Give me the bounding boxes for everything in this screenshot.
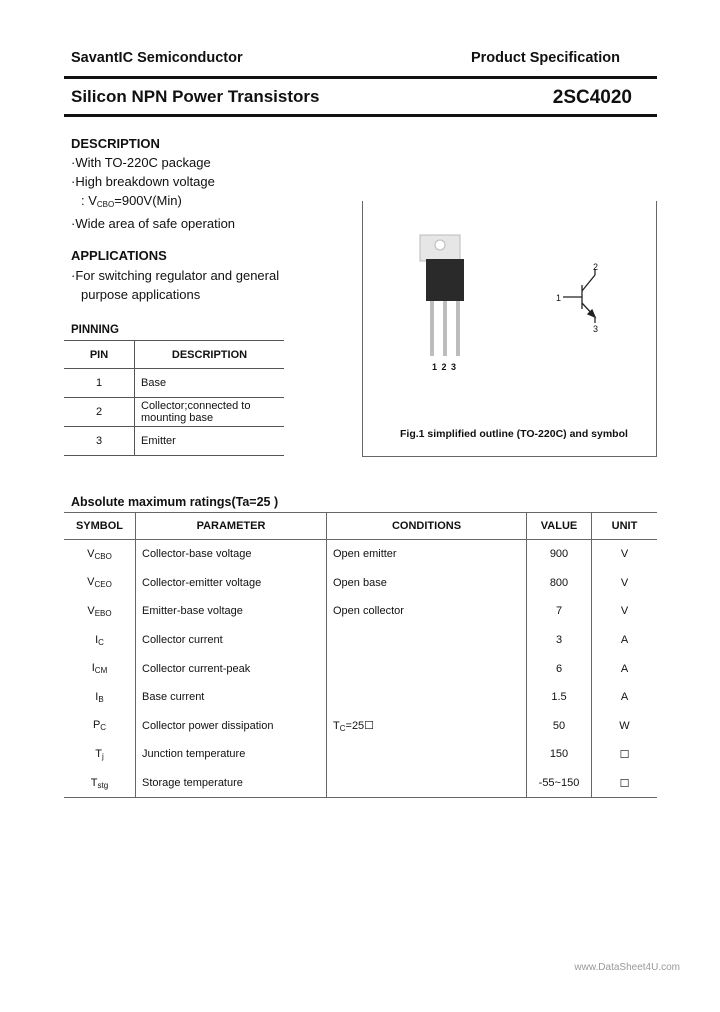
parameter-cell: Base current <box>136 683 327 712</box>
parameter-col-header: PARAMETER <box>136 513 327 540</box>
conditions-cell <box>327 654 527 683</box>
conditions-cell <box>327 683 527 712</box>
table-row <box>64 740 657 769</box>
table-row <box>64 540 657 569</box>
conditions-cell <box>327 740 527 769</box>
symbol-main: T <box>95 747 102 760</box>
symbol-col-header: SYMBOL <box>64 513 136 540</box>
parameter-cell: Storage temperature <box>136 769 327 798</box>
company-name: SavantIC Semiconductor <box>71 50 243 66</box>
pin-desc-line: mounting base <box>141 412 214 424</box>
table-row <box>64 654 657 683</box>
table-row <box>64 427 284 456</box>
symbol-main: T <box>90 776 98 789</box>
cond-main: T <box>333 719 340 732</box>
value-cell: 50 <box>527 712 592 741</box>
package-pin-labels: 1 2 3 <box>432 362 458 372</box>
symbol-sub: j <box>101 751 104 761</box>
parameter-cell: Junction temperature <box>136 740 327 769</box>
symbol-main: V <box>87 576 95 589</box>
conditions-col-header: CONDITIONS <box>327 513 527 540</box>
description-item: ·High breakdown voltage <box>71 174 215 189</box>
package-outline-figure <box>362 225 655 425</box>
parameter-cell: Collector-base voltage <box>136 540 327 569</box>
part-number: 2SC4020 <box>552 87 632 108</box>
unit-cell: V <box>620 605 629 618</box>
symbol-pin1-label: 1 <box>556 293 562 303</box>
doc-type: Product Specification <box>470 50 620 66</box>
desc-col-header: DESCRIPTION <box>135 341 285 369</box>
table-row <box>64 369 284 398</box>
unit-cell: V <box>620 576 629 589</box>
symbol-cell <box>64 540 136 569</box>
symbol-cell <box>64 740 136 769</box>
symbol-sub: B <box>98 694 104 704</box>
header-rule <box>64 76 657 79</box>
description-list <box>71 153 235 233</box>
pinning-heading: PINNING <box>71 324 119 336</box>
table-row <box>64 683 657 712</box>
conditions-cell: Open collector <box>327 597 527 626</box>
parameter-cell: Collector power dissipation <box>136 712 327 741</box>
description-item: ·With TO-220C package <box>71 155 211 170</box>
vcbo-value: =900V(Min) <box>114 193 182 208</box>
conditions-cell <box>327 769 527 798</box>
unit-cell: A <box>620 662 629 675</box>
symbol-sub: CEO <box>94 580 112 590</box>
table-row <box>64 398 284 427</box>
value-cell: -55~150 <box>527 769 592 798</box>
product-family: Silicon NPN Power Transistors <box>71 87 320 106</box>
symbol-main: V <box>87 547 95 560</box>
pin-desc-line: Collector;connected to <box>141 400 251 412</box>
pinning-table <box>64 340 284 456</box>
symbol-sub: CM <box>94 666 108 676</box>
symbol-cell <box>64 569 136 598</box>
watermark: www.DataSheet4U.com <box>574 962 680 973</box>
symbol-sub: EBO <box>94 608 112 618</box>
symbol-sub: C <box>100 723 107 733</box>
symbol-main: I <box>95 633 99 646</box>
applications-heading: APPLICATIONS <box>71 248 167 263</box>
title-rule <box>64 114 657 117</box>
npn-symbol-icon <box>563 269 595 323</box>
table-row <box>64 769 657 798</box>
table-row <box>64 626 657 655</box>
symbol-main: V <box>87 604 95 617</box>
value-cell: 7 <box>527 597 592 626</box>
symbol-cell <box>64 626 136 655</box>
pin-number: 3 <box>64 427 135 456</box>
description-item: ·Wide area of safe operation <box>71 216 236 231</box>
parameter-cell: Collector current-peak <box>136 654 327 683</box>
pin-description: Base <box>135 369 285 398</box>
description-heading: DESCRIPTION <box>71 136 160 151</box>
symbol-cell <box>64 712 136 741</box>
pin-number: 2 <box>64 398 135 427</box>
vcbo-line <box>71 191 235 214</box>
parameter-cell: Emitter-base voltage <box>136 597 327 626</box>
symbol-cell <box>64 597 136 626</box>
table-row <box>64 597 657 626</box>
symbol-cell <box>64 683 136 712</box>
unit-cell: W <box>619 719 630 732</box>
vcbo-sub: CBO <box>96 200 115 209</box>
symbol-main: P <box>92 719 101 732</box>
conditions-cell <box>327 712 527 741</box>
ratings-table <box>64 512 657 798</box>
applications-text <box>71 266 279 304</box>
pin-number: 1 <box>64 369 135 398</box>
parameter-cell: Collector current <box>136 626 327 655</box>
cond-rest: =25☐ <box>345 719 375 732</box>
symbol-main: I <box>95 690 99 703</box>
vcbo-prefix: : V <box>81 193 97 208</box>
conditions-cell: Open base <box>327 569 527 598</box>
applications-line: ·For switching regulator and general <box>71 268 280 283</box>
pin-col-header: PIN <box>64 341 135 369</box>
value-cell: 3 <box>527 626 592 655</box>
applications-line: purpose applications <box>81 287 201 302</box>
ratings-heading: Absolute maximum ratings(Ta=25 ) <box>71 495 279 509</box>
symbol-sub: CBO <box>94 551 112 561</box>
conditions-cell <box>327 626 527 655</box>
pin-description: Emitter <box>135 427 285 456</box>
table-row <box>64 569 657 598</box>
parameter-cell: Collector-emitter voltage <box>136 569 327 598</box>
figure-caption: Fig.1 simplified outline (TO-220C) and symbol <box>400 428 628 440</box>
unit-cell: A <box>620 634 629 647</box>
unit-cell: ☐ <box>619 748 630 761</box>
conditions-cell: Open emitter <box>327 540 527 569</box>
value-cell: 800 <box>527 569 592 598</box>
value-col-header: VALUE <box>527 513 592 540</box>
symbol-pin3-label: 3 <box>593 324 599 334</box>
symbol-main: I <box>91 662 95 675</box>
to220-package-icon <box>420 235 464 356</box>
unit-cell: V <box>620 548 629 561</box>
value-cell: 1.5 <box>527 683 592 712</box>
unit-col-header: UNIT <box>592 513 658 540</box>
value-cell: 6 <box>527 654 592 683</box>
value-cell: 150 <box>527 740 592 769</box>
symbol-sub: C <box>98 637 104 647</box>
symbol-sub: stg <box>97 780 109 790</box>
value-cell: 900 <box>527 540 592 569</box>
table-row <box>64 712 657 741</box>
pin-description <box>135 398 285 427</box>
unit-cell: A <box>620 691 629 704</box>
symbol-cell <box>64 769 136 798</box>
cond-sub: C <box>339 723 346 733</box>
unit-cell: ☐ <box>592 769 658 798</box>
symbol-cell <box>64 654 136 683</box>
symbol-pin2-label: 2 <box>593 262 599 272</box>
